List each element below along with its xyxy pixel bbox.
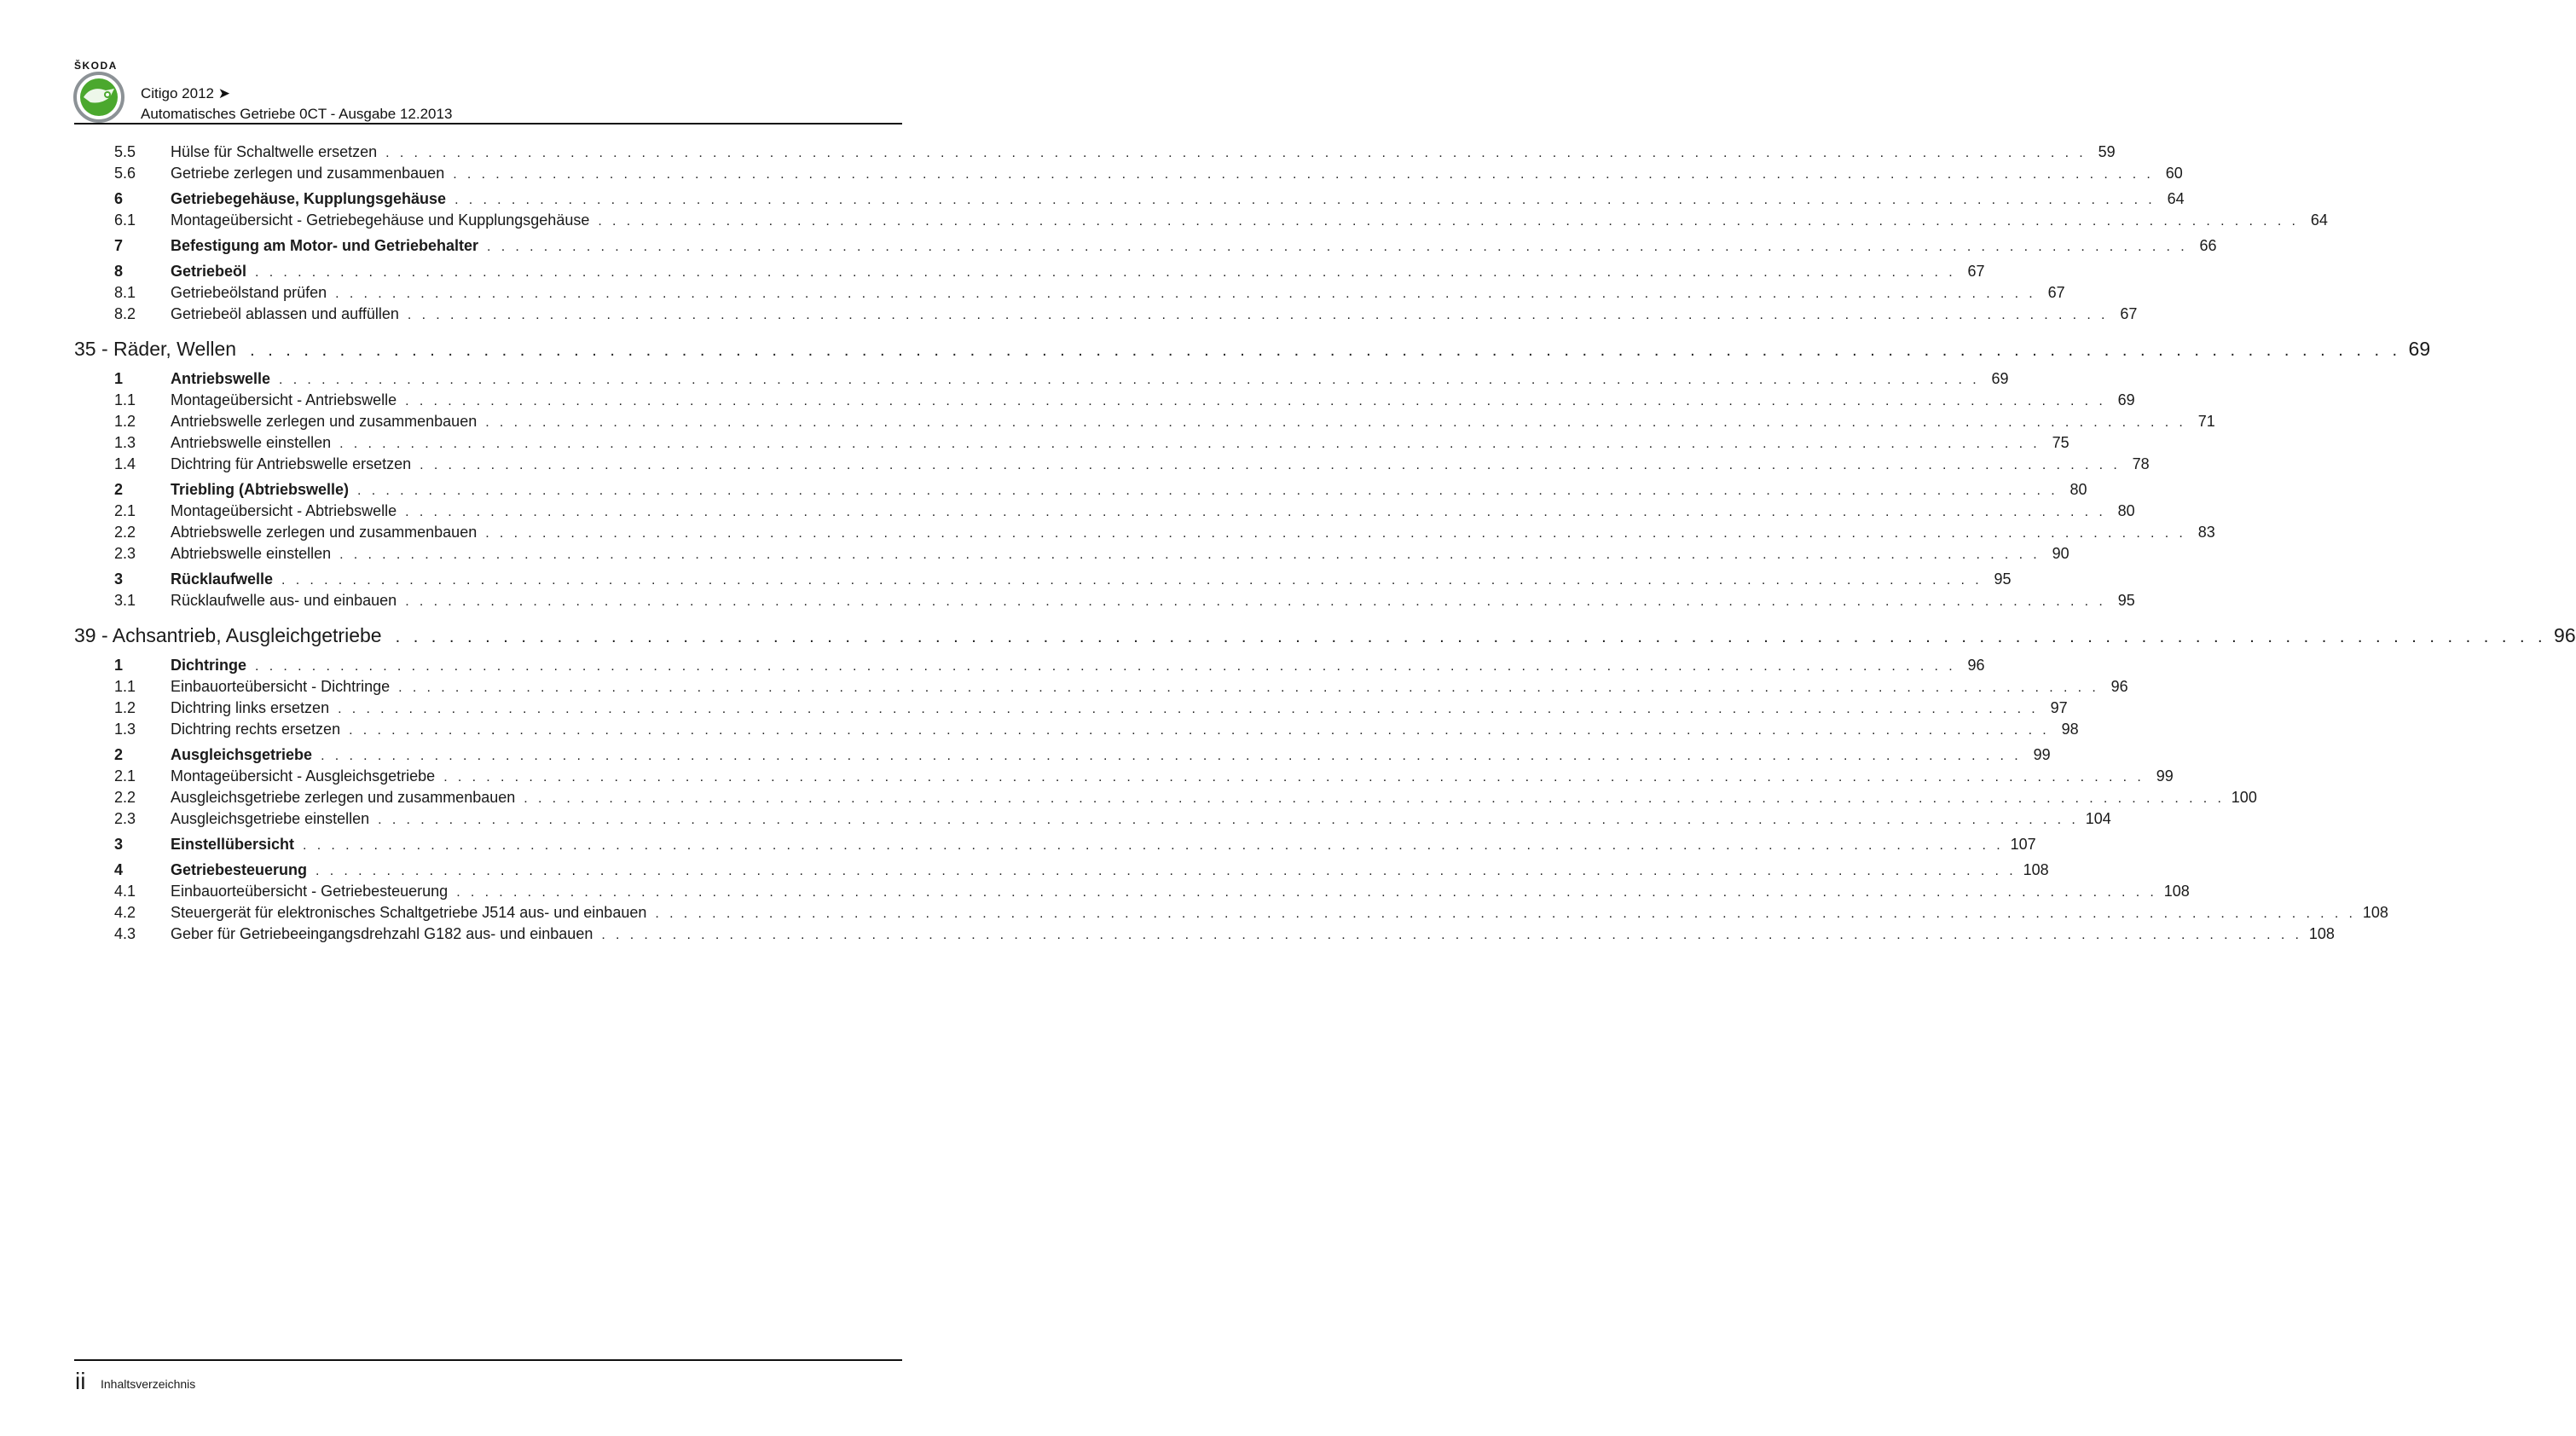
toc-entry-number: 1.4: [114, 455, 136, 472]
toc-entry-page: 96: [2554, 624, 2576, 646]
toc-entry-title: Antriebswelle einstellen: [171, 434, 332, 451]
toc-entry-title: Triebling (Abtriebswelle): [171, 481, 350, 498]
toc-entry-number: 1.1: [114, 391, 136, 408]
toc-entry-page: 69: [2408, 338, 2431, 360]
toc-entry-number: 7: [114, 237, 124, 254]
toc-dot-leader: . . . . . . . . . . . . . . . . . . . . . . . . . . . . . . . . . . . . . . . . . . . . . . . . . . . . . . . . . . . . . . . . . . . . . . . . . . . . . . . . . . . . . . . . . . . . . . . . . . . . . . . . . . . . . . . . . . . . . . . .: [349, 723, 2050, 738]
toc-entry-number: 1.1: [114, 678, 136, 695]
toc-chapter-row[interactable]: [74, 620, 2576, 651]
toc-entry-page: 107: [2010, 836, 2036, 853]
toc-dot-leader: . . . . . . . . . . . . . . . . . . . . . . . . . . . . . . . . . . . . . . . . . . . . . . . . . . . . . . . . . . . . . . . . . . . . . . . . . . . . . . . . . . . . . . . . . . . . . . . . . . . . . . . . . . . . . . . . . . . . . . . .: [321, 749, 2022, 763]
toc-entry-page: 67: [1967, 263, 1985, 280]
toc-entry-page: 69: [1991, 370, 2009, 387]
header-manual-line: Automatisches Getriebe 0CT - Ausgabe 12.2013: [141, 106, 453, 122]
toc-dot-leader: . . . . . . . . . . . . . . . . . . . . . . . . . . . . . . . . . . . . . . . . . . . . . . . . . . . . . . . . . . . . . . . . . . . . . . . . . . . . . . . . . . . . . . . . . . . . . . . . . . . . . . . . . . . . . . . . . . . . . . . .: [405, 594, 2106, 609]
toc-dot-leader: . . . . . . . . . . . . . . . . . . . . . . . . . . . . . . . . . . . . . . . . . . . . . . . . . . . . . . . . . . . . . . . . . . . . . . . . . . . . . . . . . . . . . . . . . . . . . . . . . . . . . . . . . . . . . . . . . . . . . . . .: [378, 813, 2079, 827]
toc-entry-title: Einbauorteübersicht - Getriebesteuerung: [171, 883, 449, 900]
toc-dot-leader: . . . . . . . . . . . . . . . . . . . . . . . . . . . . . . . . . . . . . . . . . . . . . . . . . . . . . . . . . . . . . . . . . . . . . . . . . . . . . . . . . . . . . . . . . . . . . . . . . . . . . . . . . . . . . . . . . . . . . . . .: [335, 287, 2036, 301]
toc-subsection-row[interactable]: [74, 432, 2069, 454]
toc-entry-number: 4.3: [114, 925, 136, 942]
footer-page-number: ii: [75, 1368, 86, 1394]
toc-dot-leader: . . . . . . . . . . . . . . . . . . . . . . . . . . . . . . . . . . . . . . . . . . . . . . . . . . . . . . . . . . . . . . . . . . . . . . . . . . . . . . . . . . . . . . . . . . . . . . . . . . . . . . . . . . . . . . . . . . . . . . . .: [454, 193, 2156, 207]
toc-subsection-row[interactable]: [74, 676, 2128, 698]
toc-entry-title: Rücklaufwelle aus- und einbauen: [171, 592, 397, 609]
toc-entry-page: 108: [2163, 883, 2190, 900]
toc-dot-leader: . . . . . . . . . . . . . . . . . . . . . . . . . . . . . . . . . . . . . . . . . . . . . . . . . . . . . . . . . . . . . . . . . . . . . . . . . . . . . . . . . . . . . . . . . . . . . . . . . . . . . . . . . . . . . . . . . . . . . . . .: [315, 864, 2017, 878]
toc-dot-leader: . . . . . . . . . . . . . . . . . . . . . . . . . . . . . . . . . . . . . . . . . . . . . . . . . . . . . . . . . . . . . . . . . . . . . . . . . . . . . . . . . . . . . . . . . . . . . . . . . . . . . . . . . . . . . . . . . . . . . . . .: [281, 573, 1983, 588]
toc-entry-title: Getriebe zerlegen und zusammenbauen: [171, 165, 445, 182]
toc-entry-number: 2: [114, 481, 124, 498]
toc-entry-number: 1.3: [114, 434, 136, 451]
header-divider: [74, 123, 902, 124]
toc-subsection-row[interactable]: [74, 390, 2135, 411]
toc-subsection-row[interactable]: [74, 501, 2135, 522]
document-header: [141, 84, 452, 124]
toc-entry-title: Ausgleichsgetriebe zerlegen und zusammenbauen: [171, 789, 516, 806]
toc-entry-title: Getriebeölstand prüfen: [171, 284, 327, 301]
toc-entry-title: Geber für Getriebeeingangsdrehzahl G182 aus- und einbauen: [171, 925, 593, 942]
toc-entry-title: Rücklaufwelle: [171, 570, 274, 588]
toc-section-row[interactable]: [74, 860, 2049, 881]
toc-section-row[interactable]: [74, 655, 1985, 676]
toc-dot-leader: . . . . . . . . . . . . . . . . . . . . . . . . . . . . . . . . . . . . . . . . . . . . . . . . . . . . . . . . . . . . . . . . . . . . . . . . . . . . . . . . . . . . . . . . . . . . . . . . . . . . . . . . . . . . . . . . . . . . . . . .: [279, 373, 1980, 387]
toc-entry-title: Antriebswelle: [171, 370, 271, 387]
toc-dot-leader: . . . . . . . . . . . . . . . . . . . . . . . . . . . . . . . . . . . . . . . . . . . . . . . . . . . . . . . . . . . . . . . . . . . . . . . . . . . . . . . . . . . . . . . . . . . . . . . . . . . . . . . . . . . . . . . . . . . . . . . .: [338, 702, 2039, 716]
toc-entry-number: 5.5: [114, 143, 136, 160]
toc-entry-title: Dichtring rechts ersetzen: [171, 721, 341, 738]
toc-dot-leader: . . . . . . . . . . . . . . . . . . . . . . . . . . . . . . . . . . . . . . . . . . . . . . . . . . . . . . . . . . . . . . . . . . . . . . . . . . . . . . . . . . . . . . . . . . . . . . . . . . . . . . . . . . . . . . . . . . . . . . . .: [255, 265, 1956, 280]
toc-entry-title: Montageübersicht - Antriebswelle: [171, 391, 397, 408]
toc-entry-number: 1.2: [114, 699, 136, 716]
toc-entry-title: Dichtring links ersetzen: [171, 699, 330, 716]
toc-entry-page: 64: [2167, 190, 2185, 207]
toc-dot-leader: . . . . . . . . . . . . . . . . . . . . . . . . . . . . . . . . . . . . . . . . . . . . . . . . . . . . . . . . . . . . . . . . . . . . . . . . . . . . . . . . . . . . . . . . . . . . . . . . . . . . . . . . . . . . . . . . . . . . . . . .: [485, 526, 2186, 541]
toc-dot-leader: . . . . . . . . . . . . . . . . . . . . . . . . . . . . . . . . . . . . . . . . . . . . . . . . . . . . . . . . . . . . . . . . . . . . . . . . . . . . . . . . . . . . . . . . . . . . . . . . . . . . . . . . . . . . . . . . . . . . . . . .: [524, 791, 2225, 806]
toc-entry-page: 95: [2117, 592, 2135, 609]
toc-entry-page: 108: [2308, 925, 2335, 942]
toc-entry-title: Befestigung am Motor- und Getriebehalter: [171, 237, 479, 254]
toc-dot-leader: . . . . . . . . . . . . . . . . . . . . . . . . . . . . . . . . . . . . . . . . . . . . . . . . . . . . . . . . . . . . . . . . . . . . . . . . . . . . . . . . . . . . . . . . . . . . . . . . . . . . . . . . . . . . . . . . . . . . . . . .: [405, 505, 2106, 519]
toc-section-row[interactable]: [74, 744, 2051, 766]
toc-subsection-row[interactable]: [74, 881, 2190, 902]
toc-entry-title: 35 - Räder, Wellen: [74, 338, 237, 360]
toc-entry-number: 6: [114, 190, 124, 207]
toc-entry-title: Getriebeöl: [171, 263, 247, 280]
toc-entry-number: 1.3: [114, 721, 136, 738]
toc-entry-page: 66: [2199, 237, 2217, 254]
toc-dot-leader: . . . . . . . . . . . . . . . . . . . . . . . . . . . . . . . . . . . . . . . . . . . . . . . . . . . . . . . . . . . . . . . . . . . . . . . . . . . . . . . . . . . . . . . . . . . . . . . . . . . . . . . . . . . . . . . . . . . . . . . .: [339, 437, 2041, 451]
toc-entry-title: Ausgleichsgetriebe einstellen: [171, 810, 370, 827]
toc-entry-page: 99: [2033, 746, 2051, 763]
toc-entry-page: 67: [2047, 284, 2065, 301]
toc-entry-title: Abtriebswelle zerlegen und zusammenbauen: [171, 524, 478, 541]
toc-entry-page: 80: [2117, 502, 2135, 519]
toc-dot-leader: . . . . . . . . . . . . . . . . . . . . . . . . . . . . . . . . . . . . . . . . . . . . . . . . . . . . . . . . . . . . . . . . . . . . . . . . . . . . . . . . . . . . . . . . . . . . . . . . . . . . . . . . . . . . . . . . . . . . . . . .: [405, 394, 2106, 408]
toc-dot-leader: . . . . . . . . . . . . . . . . . . . . . . . . . . . . . . . . . . . . . . . . . . . . . . . . . . . . . . . . . . . . . . . . . . . . . . . . . . . . . . . . . . . . . . . . . . . . . . . . . . . . . . . . . . . . . . . . . . . . . . . .: [303, 838, 2004, 853]
toc-entry-title: Montageübersicht - Ausgleichsgetriebe: [171, 767, 436, 785]
toc-entry-page: 104: [2085, 810, 2111, 827]
toc-subsection-row[interactable]: [74, 787, 2257, 808]
toc-entry-number: 2: [114, 746, 124, 763]
toc-dot-leader: . . . . . . . . . . . . . . . . . . . . . . . . . . . . . . . . . . . . . . . . . . . . . . . . . . . . . . . . . . . . . . . . . . . . . . . . . . . . . . . . . . . . . . . . . . . . . . . . . . . . . . . . . . . . . . . . . . . . . . . .: [453, 167, 2154, 182]
toc-entry-page: 78: [2132, 455, 2150, 472]
toc-entry-number: 1.2: [114, 413, 136, 430]
toc-entry-number: 1: [114, 657, 124, 674]
footer-divider: [74, 1359, 902, 1361]
toc-entry-title: Montageübersicht - Getriebegehäuse und Kupplungsgehäuse: [171, 211, 590, 229]
toc-subsection-row[interactable]: [74, 902, 2388, 924]
brand-wordmark: ŠKODA: [74, 60, 118, 72]
toc-subsection-row[interactable]: [74, 924, 2335, 945]
toc-section-row[interactable]: [74, 834, 2036, 855]
toc-section-row[interactable]: [74, 479, 2087, 501]
toc-dot-leader: . . . . . . . . . . . . . . . . . . . . . . . . . . . . . . . . . . . . . . . . . . . . . . . . . . . . . . . . . . . . . . . . . . . . . . . . . . . . . . . . . . . . . . . . . . . . . . . . . . . . . . . . . . . . . . . . . . . . . . . .: [357, 483, 2058, 498]
toc-entry-title: Getriebegehäuse, Kupplungsgehäuse: [171, 190, 447, 207]
toc-entry-title: Einbauorteübersicht - Dichtringe: [171, 678, 391, 695]
toc-dot-leader: . . . . . . . . . . . . . . . . . . . . . . . . . . . . . . . . . . . . . . . . . . . . . . . . . . . . . . . . . . . . . . . . . . . . . . . . . . . . . . . . . . . . . . . . . . . . . . . . . . . . . . . . . . . . . . . . . . . . . . . .: [398, 680, 2099, 695]
toc-entry-title: Dichtring für Antriebswelle ersetzen: [171, 455, 412, 472]
toc-entry-title: Einstellübersicht: [171, 836, 295, 853]
toc-entry-number: 3: [114, 836, 124, 853]
toc-entry-number: 2.2: [114, 524, 136, 541]
toc-entry-title: Steuergerät für elektronisches Schaltgetriebe J514 aus- und einbauen: [171, 904, 647, 921]
toc-entry-number: 4.1: [114, 883, 136, 900]
toc-entry-number: 2.1: [114, 502, 136, 519]
toc-entry-number: 3.1: [114, 592, 136, 609]
toc-dot-leader: . . . . . . . . . . . . . . . . . . . . . . . . . . . . . . . . . . . . . . . . . . . . . . . . . . . . . . . . . . . . . . . . . . . . . . . . . . . . . . . . . . . . . . . . . . . . . . . . . . . . . . . . . . . . . . . . . . . . . . . .: [250, 341, 2402, 360]
toc-entry-page: 96: [2110, 678, 2128, 695]
toc-entry-title: Hülse für Schaltwelle ersetzen: [171, 143, 378, 160]
toc-dot-leader: . . . . . . . . . . . . . . . . . . . . . . . . . . . . . . . . . . . . . . . . . . . . . . . . . . . . . . . . . . . . . . . . . . . . . . . . . . . . . . . . . . . . . . . . . . . . . . . . . . . . . . . . . . . . . . . . . . . . . . . .: [598, 214, 2299, 229]
toc-entry-page: 71: [2197, 413, 2215, 430]
toc-entry-number: 8: [114, 263, 124, 280]
toc-subsection-row[interactable]: [74, 282, 2065, 304]
toc-entry-page: 98: [2061, 721, 2079, 738]
toc-entry-page: 108: [2362, 904, 2388, 921]
toc-subsection-row[interactable]: [74, 590, 2135, 611]
toc-subsection-row[interactable]: [74, 411, 2215, 432]
toc-subsection-row[interactable]: [74, 543, 2069, 565]
toc-entry-title: Abtriebswelle einstellen: [171, 545, 332, 562]
footer-section-label: Inhaltsverzeichnis: [101, 1377, 196, 1391]
toc-entry-title: Getriebeöl ablassen und auffüllen: [171, 305, 399, 322]
toc-subsection-row[interactable]: [74, 719, 2079, 740]
toc-subsection-row[interactable]: [74, 522, 2215, 543]
toc-entry-page: 96: [1967, 657, 1985, 674]
toc-entry-number: 6.1: [114, 211, 136, 229]
toc-subsection-row[interactable]: [74, 766, 2174, 787]
toc-dot-leader: . . . . . . . . . . . . . . . . . . . . . . . . . . . . . . . . . . . . . . . . . . . . . . . . . . . . . . . . . . . . . . . . . . . . . . . . . . . . . . . . . . . . . . . . . . . . . . . . . . . . . . . . . . . . . . . . . . . . . . . .: [420, 458, 2121, 472]
toc-entry-page: 69: [2117, 391, 2135, 408]
toc-entry-page: 97: [2050, 699, 2068, 716]
toc-section-row[interactable]: [74, 261, 1985, 282]
toc-entry-number: 1: [114, 370, 124, 387]
toc-entry-number: 4: [114, 861, 124, 878]
toc-dot-leader: . . . . . . . . . . . . . . . . . . . . . . . . . . . . . . . . . . . . . . . . . . . . . . . . . . . . . . . . . . . . . . . . . . . . . . . . . . . . . . . . . . . . . . . . . . . . . . . . . . . . . . . . . . . . . . . . . . . . . . . .: [487, 240, 2188, 254]
toc-entry-title: Montageübersicht - Abtriebswelle: [171, 502, 397, 519]
toc-subsection-row[interactable]: [74, 142, 2116, 163]
toc-dot-leader: . . . . . . . . . . . . . . . . . . . . . . . . . . . . . . . . . . . . . . . . . . . . . . . . . . . . . . . . . . . . . . . . . . . . . . . . . . . . . . . . . . . . . . . . . . . . . . . . . . . . . . . . . . . . . . . . . . . . . . . .: [255, 659, 1956, 674]
toc-chapter-row[interactable]: [74, 333, 2431, 364]
toc-entry-title: 39 - Achsantrieb, Ausgleichgetriebe: [74, 624, 382, 646]
toc-entry-page: 99: [2156, 767, 2174, 785]
toc-entry-page: 67: [2120, 305, 2138, 322]
toc-entry-page: 83: [2197, 524, 2215, 541]
toc-dot-leader: . . . . . . . . . . . . . . . . . . . . . . . . . . . . . . . . . . . . . . . . . . . . . . . . . . . . . . . . . . . . . . . . . . . . . . . . . . . . . . . . . . . . . . . . . . . . . . . . . . . . . . . . . . . . . . . . . . . . . . . .: [485, 415, 2186, 430]
table-of-contents: [74, 142, 2576, 945]
toc-entry-title: Ausgleichsgetriebe: [171, 746, 313, 763]
toc-entry-number: 2.3: [114, 810, 136, 827]
toc-entry-page: 90: [2052, 545, 2069, 562]
toc-subsection-row[interactable]: [74, 454, 2150, 475]
toc-entry-number: 5.6: [114, 165, 136, 182]
toc-subsection-row[interactable]: [74, 163, 2183, 184]
toc-entry-number: 2.1: [114, 767, 136, 785]
toc-entry-page: 59: [2098, 143, 2116, 160]
toc-entry-number: 2.3: [114, 545, 136, 562]
toc-entry-page: 100: [2231, 789, 2257, 806]
toc-entry-title: Antriebswelle zerlegen und zusammenbauen: [171, 413, 478, 430]
toc-section-row[interactable]: [74, 368, 2009, 390]
toc-subsection-row[interactable]: [74, 698, 2068, 719]
toc-entry-number: 2.2: [114, 789, 136, 806]
toc-entry-number: 4.2: [114, 904, 136, 921]
toc-entry-title: Getriebesteuerung: [171, 861, 308, 878]
toc-entry-page: 95: [1994, 570, 2012, 588]
toc-dot-leader: . . . . . . . . . . . . . . . . . . . . . . . . . . . . . . . . . . . . . . . . . . . . . . . . . . . . . . . . . . . . . . . . . . . . . . . . . . . . . . . . . . . . . . . . . . . . . . . . . . . . . . . . . . . . . . . . . . . . . . . .: [601, 928, 2302, 942]
toc-subsection-row[interactable]: [74, 808, 2111, 830]
toc-dot-leader: . . . . . . . . . . . . . . . . . . . . . . . . . . . . . . . . . . . . . . . . . . . . . . . . . . . . . . . . . . . . . . . . . . . . . . . . . . . . . . . . . . . . . . . . . . . . . . . . . . . . . . . . . . . . . . . . . . . . . . . .: [443, 770, 2145, 785]
toc-subsection-row[interactable]: [74, 210, 2328, 231]
toc-entry-page: 108: [2023, 861, 2049, 878]
toc-subsection-row[interactable]: [74, 304, 2138, 325]
toc-dot-leader: . . . . . . . . . . . . . . . . . . . . . . . . . . . . . . . . . . . . . . . . . . . . . . . . . . . . . . . . . . . . . . . . . . . . . . . . . . . . . . . . . . . . . . . . . . . . . . . . . . . . . . . . . . . . . . . . . . . . . . . .: [456, 885, 2157, 900]
toc-entry-page: 64: [2310, 211, 2328, 229]
toc-entry-page: 80: [2069, 481, 2087, 498]
toc-section-row[interactable]: [74, 188, 2185, 210]
toc-dot-leader: . . . . . . . . . . . . . . . . . . . . . . . . . . . . . . . . . . . . . . . . . . . . . . . . . . . . . . . . . . . . . . . . . . . . . . . . . . . . . . . . . . . . . . . . . . . . . . . . . . . . . . . . . . . . . . . . . . . . . . . .: [395, 628, 2547, 646]
header-model-line: Citigo 2012 ➤: [141, 85, 230, 101]
toc-dot-leader: . . . . . . . . . . . . . . . . . . . . . . . . . . . . . . . . . . . . . . . . . . . . . . . . . . . . . . . . . . . . . . . . . . . . . . . . . . . . . . . . . . . . . . . . . . . . . . . . . . . . . . . . . . . . . . . . . . . . . . . .: [385, 146, 2087, 160]
toc-entry-number: 8.1: [114, 284, 136, 301]
toc-entry-number: 3: [114, 570, 124, 588]
toc-entry-page: 60: [2165, 165, 2183, 182]
skoda-logo-icon: [73, 72, 124, 123]
toc-section-row[interactable]: [74, 569, 2012, 590]
toc-entry-page: 75: [2052, 434, 2069, 451]
toc-entry-number: 8.2: [114, 305, 136, 322]
toc-dot-leader: . . . . . . . . . . . . . . . . . . . . . . . . . . . . . . . . . . . . . . . . . . . . . . . . . . . . . . . . . . . . . . . . . . . . . . . . . . . . . . . . . . . . . . . . . . . . . . . . . . . . . . . . . . . . . . . . . . . . . . . .: [655, 906, 2356, 921]
toc-entry-title: Dichtringe: [171, 657, 247, 674]
toc-section-row[interactable]: [74, 235, 2217, 257]
toc-dot-leader: . . . . . . . . . . . . . . . . . . . . . . . . . . . . . . . . . . . . . . . . . . . . . . . . . . . . . . . . . . . . . . . . . . . . . . . . . . . . . . . . . . . . . . . . . . . . . . . . . . . . . . . . . . . . . . . . . . . . . . . .: [339, 547, 2041, 562]
toc-dot-leader: . . . . . . . . . . . . . . . . . . . . . . . . . . . . . . . . . . . . . . . . . . . . . . . . . . . . . . . . . . . . . . . . . . . . . . . . . . . . . . . . . . . . . . . . . . . . . . . . . . . . . . . . . . . . . . . . . . . . . . . .: [407, 308, 2109, 322]
